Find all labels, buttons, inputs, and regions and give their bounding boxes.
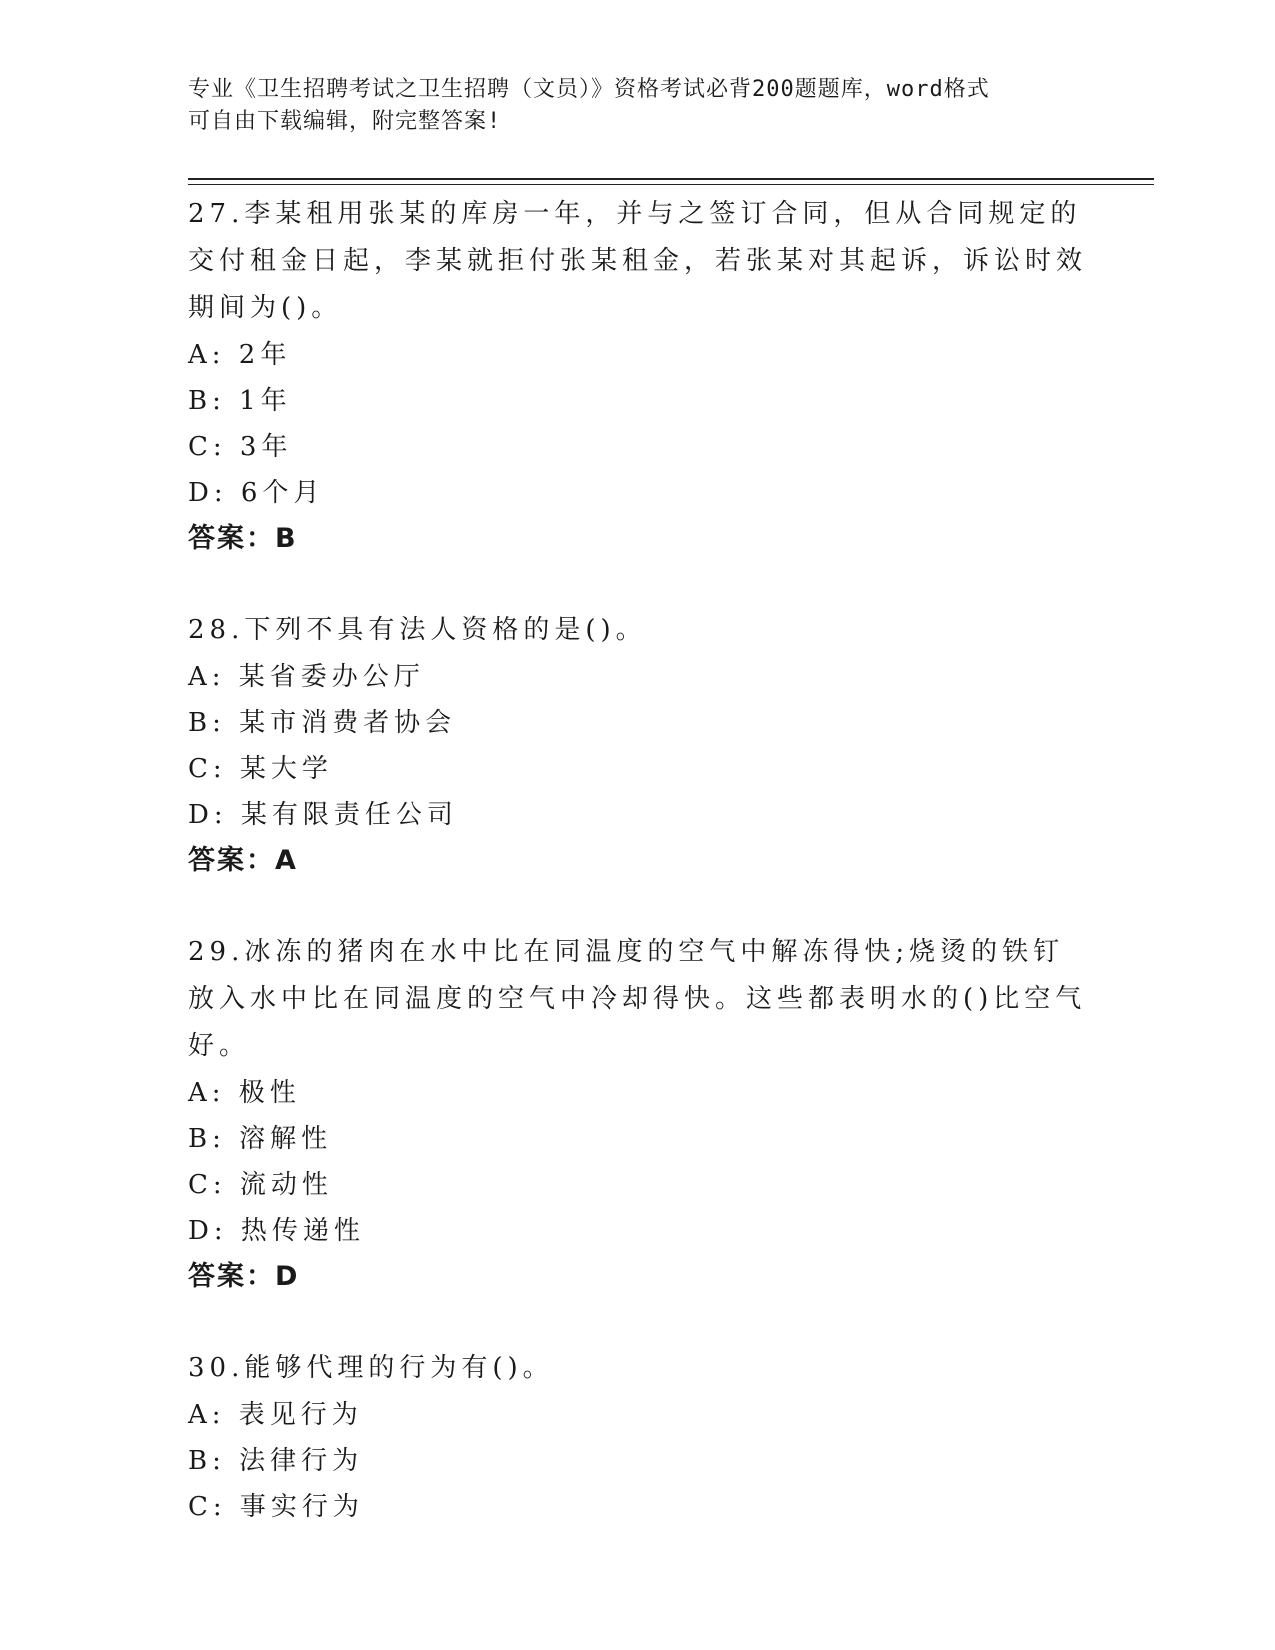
option-d: D: 某有限责任公司 [188,800,458,830]
option-c: C: 3年 [188,432,293,462]
option-b: B: 某市消费者协会 [188,708,457,738]
answer-label: 答案：D [188,1261,300,1292]
option-a: A: 表见行为 [188,1400,363,1430]
header-divider-thin [188,184,1154,185]
option-b: B: 溶解性 [188,1124,333,1154]
option-c: C: 某大学 [188,754,333,784]
question-30 [188,1345,1088,1530]
header-line-1: 专业《卫生招聘考试之卫生招聘（文员）》资格考试必背200题题库，word格式 [188,77,990,102]
header-line-2: 可自由下载编辑，附完整答案! [188,109,502,134]
question-stem: 29.冰冻的猪肉在水中比在同温度的空气中解冻得快;烧烫的铁钉放入水中比在同温度的空气中冷却得快。这些都表明水的()比空气好。 [188,937,1087,1061]
option-a: A: 某省委办公厅 [188,662,425,692]
question-stem: 28.下列不具有法人资格的是()。 [188,615,647,645]
option-b: B: 1年 [188,386,292,416]
option-a: A: 极性 [188,1078,301,1108]
option-c: C: 流动性 [188,1170,333,1200]
question-stem: 27.李某租用张某的库房一年，并与之签订合同，但从合同规定的交付租金日起，李某就拒付张某租金，若张某对其起诉，诉讼时效期间为()。 [188,199,1088,323]
option-b: B: 法律行为 [188,1446,364,1476]
answer-label: 答案：B [188,523,298,554]
question-stem: 30.能够代理的行为有()。 [188,1353,554,1383]
option-d: D: 热传递性 [188,1216,365,1246]
question-29 [188,929,1088,1300]
header-divider-thick [188,178,1154,180]
question-27 [188,191,1088,562]
question-28 [188,607,1088,884]
option-d: D: 6个月 [188,478,325,508]
option-a: A: 2年 [188,340,292,370]
answer-label: 答案：A [188,845,298,876]
question-list [188,191,1088,1575]
option-c: C: 事实行为 [188,1492,364,1522]
document-header [188,74,1068,138]
